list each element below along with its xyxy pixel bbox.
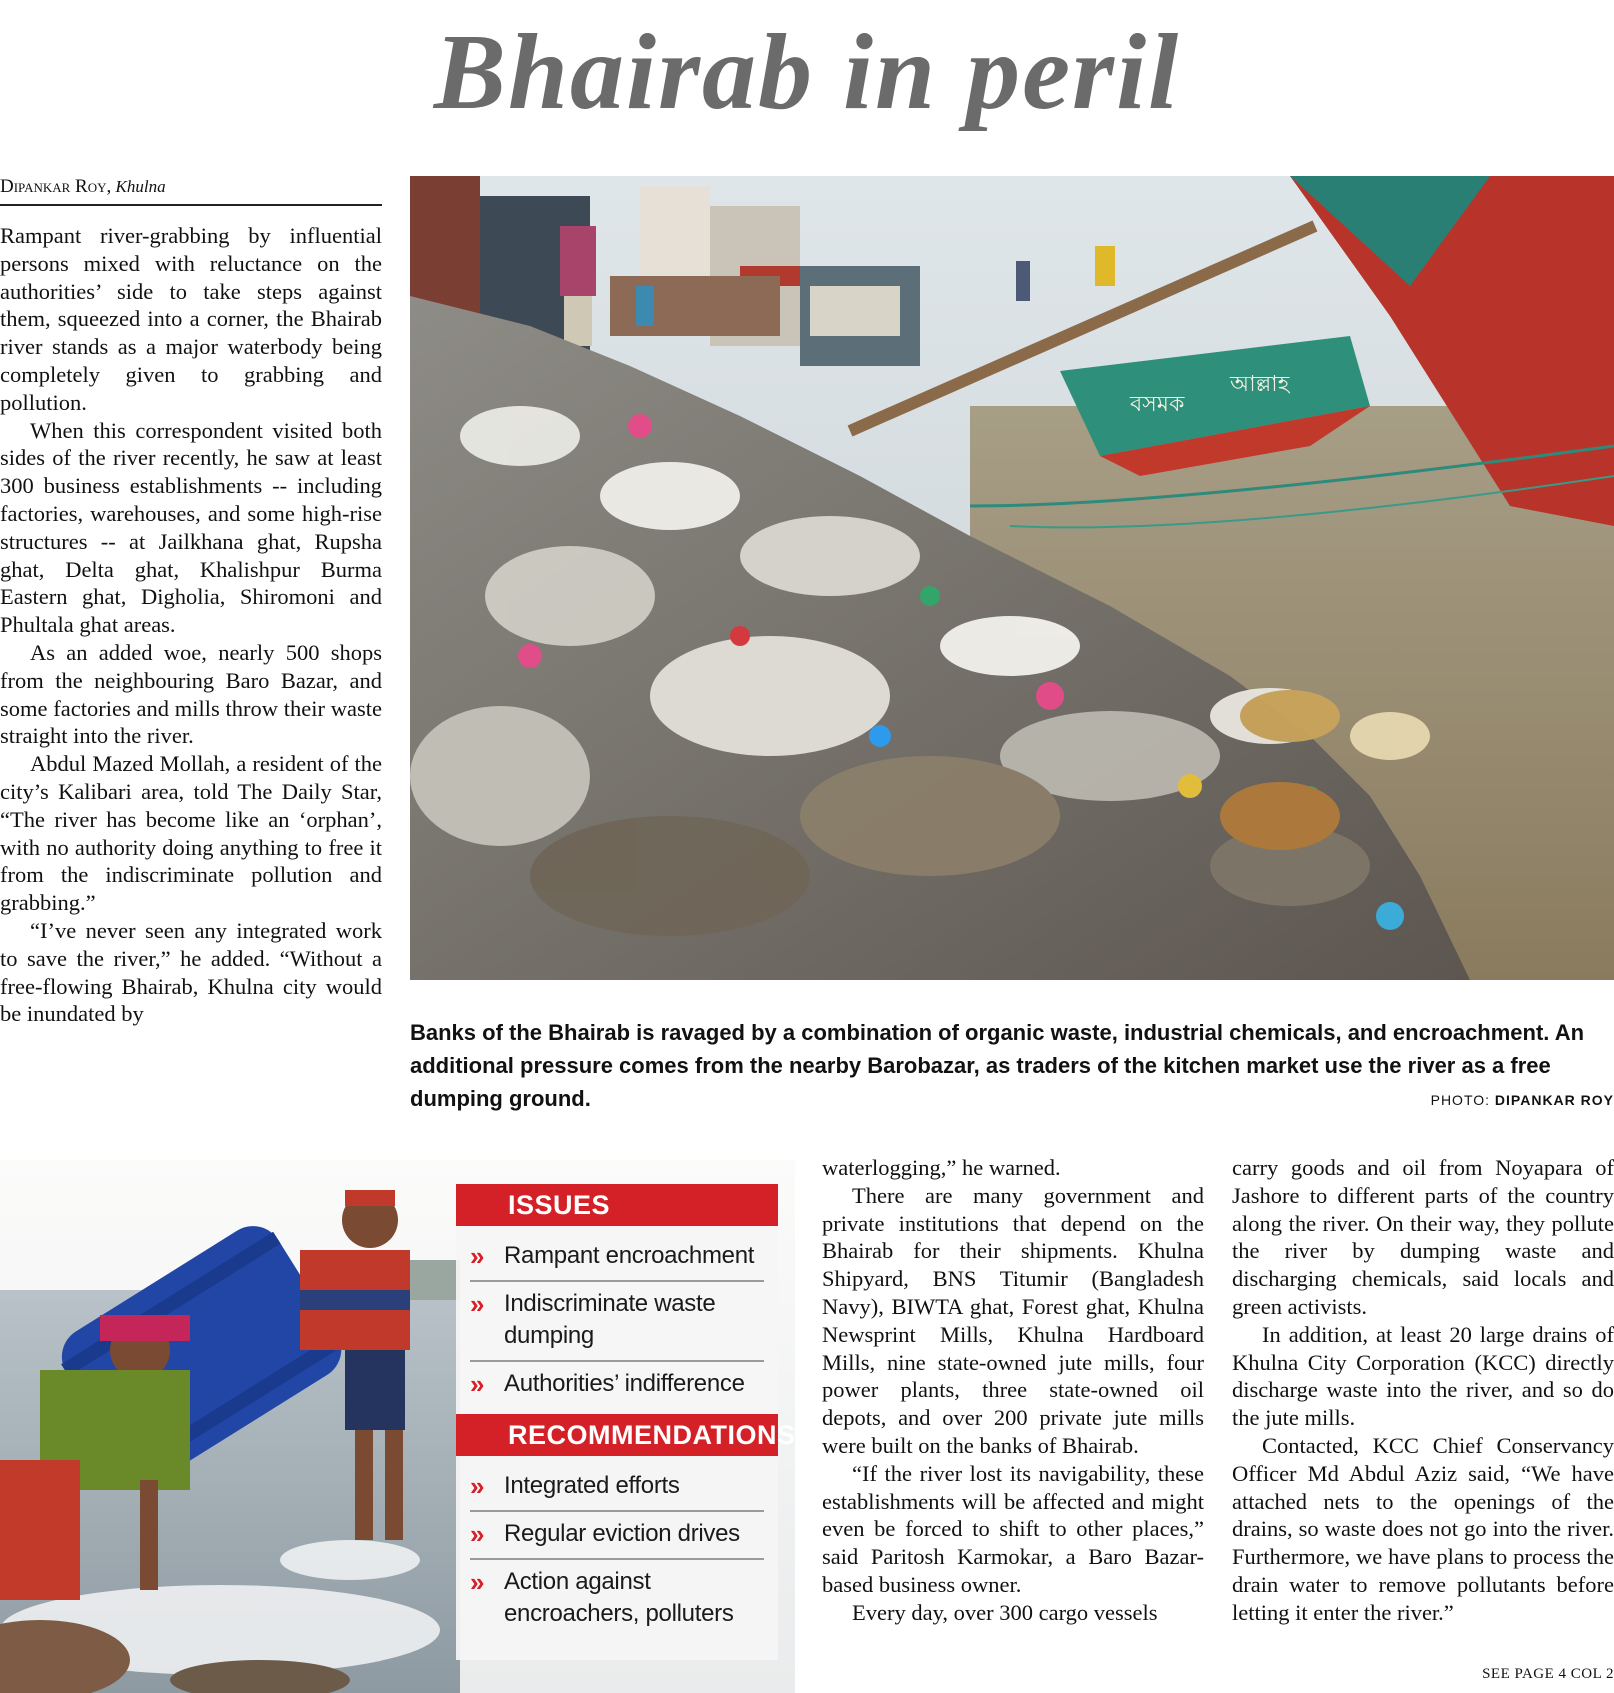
main-photo bbox=[410, 176, 1614, 980]
paragraph: Rampant river-grabbing by influential persons mixed with reluctance on the authorities’ side to take steps against them, squeezed into a corner, the Bhairab river stands as a major waterbody being completely given to grabbing and pollution. bbox=[0, 223, 382, 415]
byline-author: Dipankar Roy, bbox=[0, 176, 112, 197]
photo-caption: Banks of the Bhairab is ravaged by a combination of organic waste, industrial chemicals, and encroachment. An additional pressure comes from the nearby Barobazar, as traders of the kitchen market use the river as a free dumping ground. bbox=[410, 1020, 1585, 1111]
list-item bbox=[470, 1282, 764, 1362]
list-item bbox=[470, 1560, 764, 1638]
article-column-3 bbox=[822, 1154, 1204, 1689]
list-item bbox=[470, 1464, 764, 1512]
paragraph: As an added woe, nearly 500 shops from the neighbouring Baro Bazar, and some factories and mills throw their waste straight into the river. bbox=[0, 639, 382, 749]
chevron-right-icon: » bbox=[470, 1289, 485, 1319]
recommendations-list bbox=[456, 1456, 778, 1644]
boat-text-1: বসমক bbox=[1130, 392, 1185, 417]
paragraph: Abdul Mazed Mollah, a resident of the city’s Kalibari area, told The Daily Star, “The river has become like an ‘orphan’, with no authority doing anything to free it from the indiscriminate pollution and grabbing.” bbox=[0, 751, 382, 916]
list-item bbox=[470, 1234, 764, 1282]
chevron-right-icon: » bbox=[470, 1241, 485, 1271]
headline: Bhairab in peril bbox=[433, 13, 1181, 132]
chevron-right-icon: » bbox=[470, 1567, 485, 1597]
article-column-1 bbox=[0, 222, 382, 1138]
list-item bbox=[470, 1512, 764, 1560]
issue-text: Rampant encroachment bbox=[504, 1242, 755, 1269]
paragraph: Every day, over 300 cargo vessels bbox=[852, 1599, 1158, 1625]
paragraph: When this correspondent visited both sides of the river recently, he saw at least 300 business establishments -- including factories, warehouses, and some high-rise structures -- at Jailkhana ghat, Rupsha ghat, Delta ghat, Khalishpur Burma Eastern ghat, Digholia, Shiromoni and Phultala ghat areas. bbox=[0, 417, 382, 638]
photo-credit bbox=[1300, 1092, 1614, 1108]
chevron-right-icon: » bbox=[470, 1519, 485, 1549]
chevron-right-icon: » bbox=[470, 1369, 485, 1399]
paragraph: carry goods and oil from Noyapara of Jashore to different parts of the country along the river. On their way, they pollute the river by dumping waste and discharging chemicals, said locals and green activists. bbox=[1232, 1155, 1614, 1319]
recommendations-title: RECOMMENDATIONS bbox=[456, 1414, 778, 1456]
recommendation-text: Action against encroachers, polluters bbox=[504, 1568, 734, 1627]
photo-credit-label: PHOTO: bbox=[1430, 1092, 1491, 1108]
photo-credit-name: DIPANKAR ROY bbox=[1494, 1092, 1614, 1108]
byline-location: Khulna bbox=[115, 177, 166, 196]
recommendation-text: Integrated efforts bbox=[504, 1472, 680, 1499]
issues-list bbox=[456, 1226, 778, 1414]
paragraph: There are many government and private institutions that depend on the Bhairab for their shipments. Khulna Shipyard, BNS Titumir (Bangladesh Navy), BIWTA ghat, Forest ghat, Khulna Newsprint Mills, Khulna Hardboard Mills, nine state-owned jute mills, four power plants, three state-owned oil depots, and over 200 private jute mills were built on the banks of Bhairab. bbox=[822, 1182, 1204, 1458]
issue-text: Authorities’ indifference bbox=[504, 1370, 745, 1397]
paragraph: waterlogging,” he warned. bbox=[822, 1155, 1061, 1180]
jump-line: SEE PAGE 4 COL 2 bbox=[1482, 1666, 1614, 1682]
paragraph: In addition, at least 20 large drains of Khulna City Corporation (KCC) directly discharge waste into the river, and so do the jute mills. bbox=[1232, 1321, 1614, 1431]
list-item bbox=[470, 1362, 764, 1408]
issues-sidebar bbox=[456, 1184, 796, 1660]
paragraph: “I’ve never seen any integrated work to save the river,” he added. “Without a free-flowing Bhairab, Khulna city would be inundated by bbox=[0, 917, 382, 1027]
boat-text-2: আল্লাহ bbox=[1230, 372, 1290, 397]
article-column-4 bbox=[1232, 1154, 1614, 1664]
paragraph: Contacted, KCC Chief Conservancy Officer Md Abdul Aziz said, “We have attached nets to the openings of the drains, so waste does not go into the river. Furthermore, we have plans to process the drain water to remove pollutants before letting it enter the river.” bbox=[1232, 1432, 1614, 1625]
byline bbox=[0, 176, 382, 206]
paragraph: “If the river lost its navigability, these establishments will be affected and might even be forced to shift to other places,” said Paritosh Karmokar, a Baro Bazar-based business owner. bbox=[822, 1460, 1204, 1597]
issues-title: ISSUES bbox=[456, 1184, 778, 1226]
issue-text: Indiscriminate waste dumping bbox=[504, 1290, 716, 1349]
riverbank-garbage-illustration bbox=[410, 176, 1614, 980]
recommendation-text: Regular eviction drives bbox=[504, 1520, 740, 1547]
chevron-right-icon: » bbox=[470, 1471, 485, 1501]
